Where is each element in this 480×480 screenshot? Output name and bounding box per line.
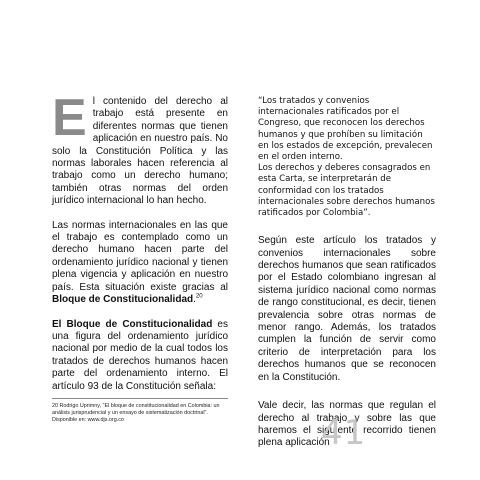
- bloque-definition-paragraph: [52, 319, 228, 393]
- international-norms-paragraph: [52, 220, 228, 307]
- period: .: [193, 294, 196, 306]
- quote-paragraph-1: “Los tratados y convenios internacionales ratificados por el Congreso, que reconocen los derechos humanos y que prohíben su limitación en los estados de excepción, prevalecen en el orden interno.: [258, 96, 433, 163]
- left-column: [52, 89, 228, 393]
- intro-text: l contenido del derecho al trabajo está presente en diferentes normas que tienen aplicación en nuestro país. No solo la Constitución Política y las normas laborales hacen referencia al trabajo como un derecho humano; también otras normas del orden jurídico internacional lo han hecho.: [52, 96, 228, 207]
- bloque-term: Bloque de Constitucionalidad: [52, 294, 194, 306]
- bloque-definition-term: El Bloque de Constitucionalidad: [52, 318, 213, 330]
- footnote-ref[interactable]: 20: [195, 293, 203, 300]
- footnote: [52, 398, 228, 424]
- drop-cap: E: [52, 89, 87, 147]
- bloque-definition-text: es una figura del ordenamiento jurídico nacional por medio de la cual todos los tratados de derechos humanos hacen parte del ordenamiento interno. El artículo 93 de la Constitución señala:: [52, 318, 228, 392]
- quote-paragraph-2: Los derechos y deberes consagrados en esta Carta, se interpretarán de conformidad con los tratados internacionales sobre derechos humanos ratificados por Colombia”.: [258, 163, 435, 219]
- intro-paragraph: [52, 89, 228, 208]
- page-number: 41: [321, 413, 367, 453]
- footnote-text: 20 Rodrigo Uprimny, "El bloque de constitucionalidad en Colombia: un análisis jurisprudencial y un ensayo de sistematización doctrinal". Disponible en: www.djs.org.co: [52, 403, 220, 423]
- international-norms-text: Las normas internacionales en las que el trabajo es contemplado como un derecho humano hacen parte del ordenamiento jurídico nacional y tienen plena vigencia y aplicación en nuestro país. Esta situación existe gracias al: [52, 219, 228, 293]
- right-column: [258, 96, 436, 450]
- article-93-quote: [258, 96, 436, 219]
- closing-paragraph: Vale decir, las normas que regulan el derecho al trabajo y sobre las que haremos el siguiente recorrido tienen plena aplicación: [258, 400, 436, 449]
- article-explanation-paragraph: Según este artículo los tratados y convenios internacionales sobre derechos humanos que sean ratificados por el Estado colombiano ingresan al sistema jurídico nacional como normas de rango constitucional, es decir, tienen prevalencia sobre otras normas de menor rango. Además, los tratados cumplen la función de servir como criterio de interpretación para los derechos humanos que se reconocen en la Constitución.: [258, 235, 436, 383]
